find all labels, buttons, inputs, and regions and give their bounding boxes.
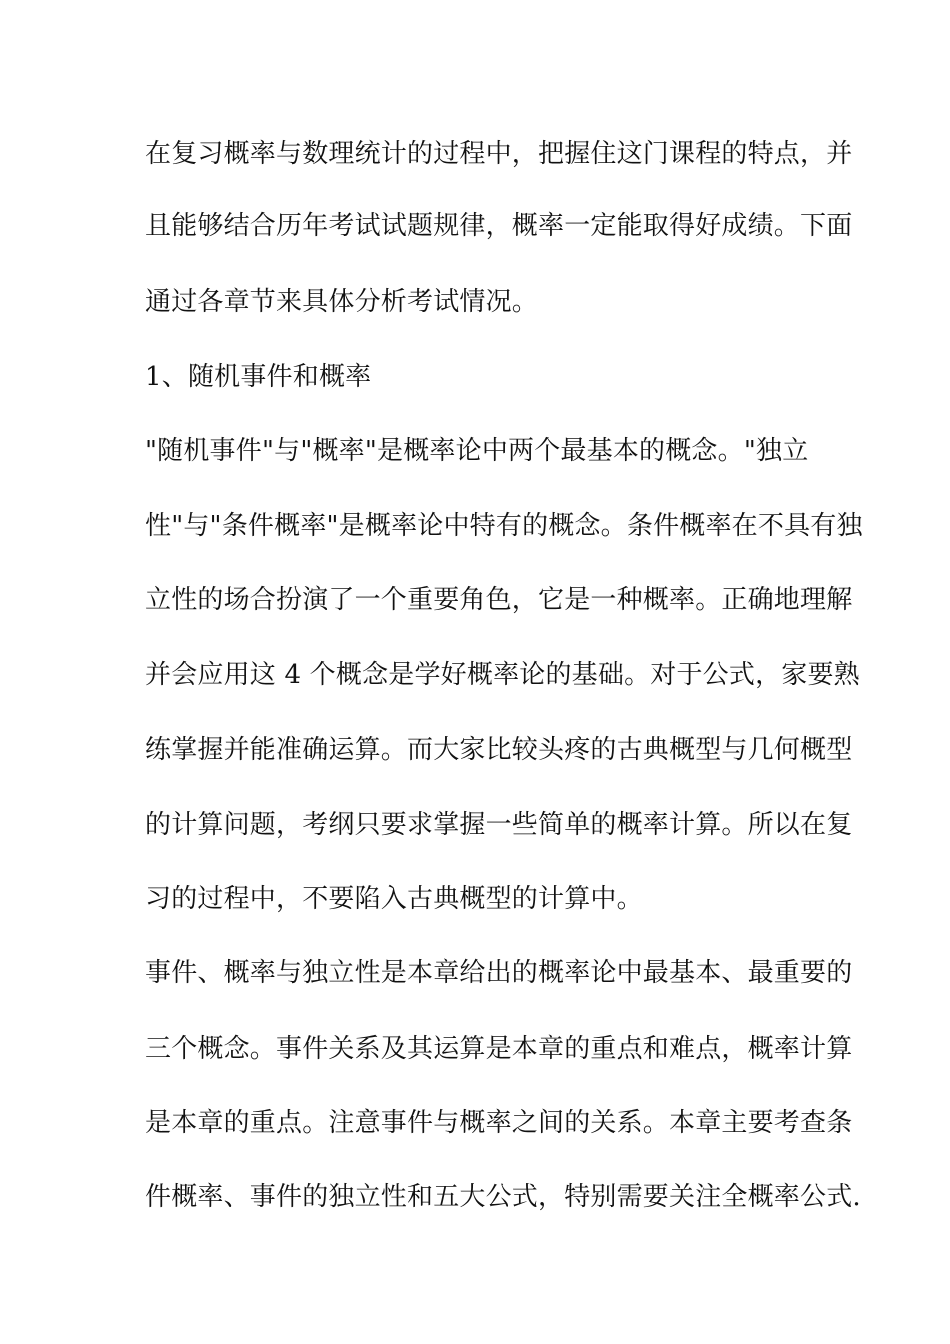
paragraph-line: "随机事件"与"概率"是概率论中两个最基本的概念。"独立	[145, 436, 809, 466]
paragraph-line: 的计算问题，考纲只要求掌握一些简单的概率计算。所以在复	[145, 810, 853, 840]
paragraph-line: 习的过程中，不要陷入古典概型的计算中。	[145, 884, 643, 914]
paragraph-line: 在复习概率与数理统计的过程中，把握住这门课程的特点，并	[145, 139, 853, 169]
paragraph-line: 且能够结合历年考试试题规律，概率一定能取得好成绩。下面	[145, 211, 853, 241]
paragraph-line: 是本章的重点。注意事件与概率之间的关系。本章主要考查条	[145, 1108, 853, 1138]
paragraph-line: 件概率、事件的独立性和五大公式，特别需要关注全概率公式.	[145, 1182, 861, 1212]
paragraph-line: 事件、概率与独立性是本章给出的概率论中最基本、最重要的	[145, 958, 853, 988]
paragraph-line: 并会应用这 4 个概念是学好概率论的基础。对于公式，家要熟	[145, 660, 860, 690]
paragraph-line: 三个概念。事件关系及其运算是本章的重点和难点，概率计算	[145, 1034, 853, 1064]
paragraph-line: 通过各章节来具体分析考试情况。	[145, 287, 539, 317]
paragraph-line: 练掌握并能准确运算。而大家比较头疼的古典概型与几何概型	[145, 735, 853, 765]
paragraph-line: 性"与"条件概率"是概率论中特有的概念。条件概率在不具有独	[145, 511, 863, 541]
section-heading: 1、随机事件和概率	[145, 362, 372, 392]
paragraph-line: 立性的场合扮演了一个重要角色，它是一种概率。正确地理解	[145, 585, 853, 615]
